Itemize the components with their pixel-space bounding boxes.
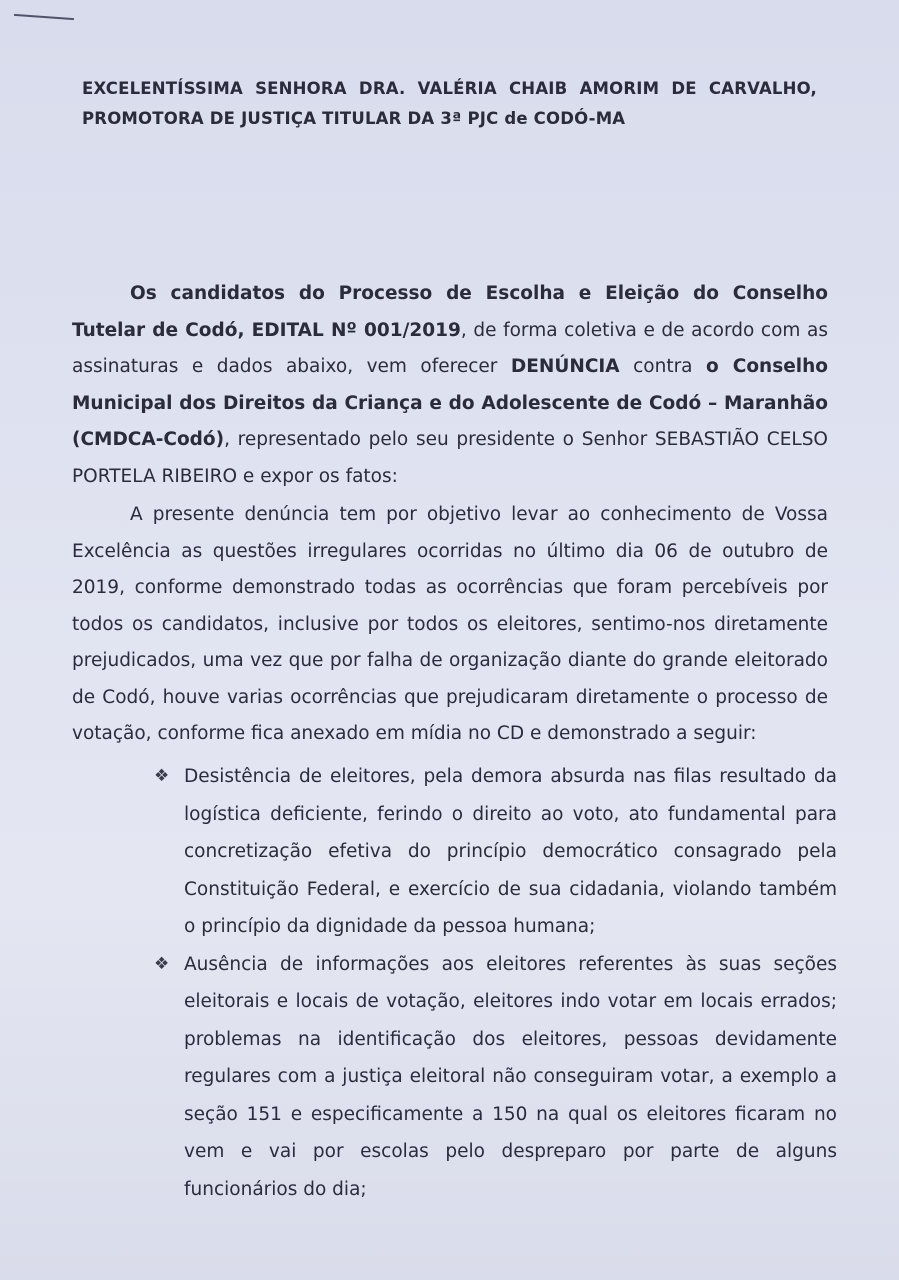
intro-text-2: contra xyxy=(619,356,706,377)
intro-paragraph xyxy=(72,276,828,495)
intro-text-1: , de forma coletiva e de acordo com as assinaturas e dados abaixo, vem oferecer xyxy=(72,319,828,377)
letter-body xyxy=(72,276,828,753)
intro-bold-1: Os candidatos do Processo de Escolha e Eleição do Conselho Tutelar de Codó, EDITAL Nº 001/2019 xyxy=(72,283,828,341)
addressee-line-1: EXCELENTÍSSIMA SENHORA DRA. VALÉRIA CHAIB AMORIM DE CARVALHO, xyxy=(82,79,817,98)
second-paragraph: A presente denúncia tem por objetivo levar ao conhecimento de Vossa Excelência as questões irregulares ocorridas no último dia 06 de outubro de 2019, conforme demonstrado todas as ocorrências que foram percebíveis por todos os candidatos, inclusive por todos os eleitores, sentimo-nos diretamente prejudicados, uma vez que por falha de organização diante do grande eleitorado de Codó, houve varias ocorrências que prejudicaram diretamente o processo de votação, conforme fica anexado em mídia no CD e demonstrado a seguir: xyxy=(72,504,828,744)
list-item xyxy=(152,946,837,1209)
pen-mark xyxy=(14,14,74,20)
list-item-text: Ausência de informações aos eleitores referentes às suas seções eleitorais e locais de votação, eleitores indo votar em locais errados; problemas na identificação dos eleitores, pessoas devidamente regulares com a justiça eleitoral não conseguiram votar, a exemplo a seção 151 e especificamente a 150 na qual os eleitores ficaram no vem e vai por escolas pelo despreparo por parte de alguns funcionários do dia; xyxy=(184,953,837,1200)
occurrence-list xyxy=(152,758,837,1208)
diamond-bullet-icon: ❖ xyxy=(154,953,170,974)
intro-bold-3: o Conselho Municipal dos Direitos da Criança e do Adolescente de Codó – Maranhão (CMDCA-Codó) xyxy=(72,356,828,450)
intro-text-3: , representado pelo seu presidente o Senhor SEBASTIÃO CELSO PORTELA RIBEIRO e expor os fatos: xyxy=(72,429,828,487)
addressee-block xyxy=(82,74,817,134)
list-item-text: Desistência de eleitores, pela demora absurda nas filas resultado da logística deficiente, ferindo o direito ao voto, ato fundamental para concretização efetiva do princípio democrático consagrado pela Constituição Federal, e exercício de sua cidadania, violando também o princípio da dignidade da pessoa humana; xyxy=(184,766,837,937)
diamond-bullet-icon: ❖ xyxy=(154,766,170,786)
addressee-line-2: PROMOTORA DE JUSTIÇA TITULAR DA 3ª PJC de CODÓ-MA xyxy=(82,109,626,128)
list-item xyxy=(152,758,837,946)
intro-bold-2: DENÚNCIA xyxy=(510,356,620,377)
